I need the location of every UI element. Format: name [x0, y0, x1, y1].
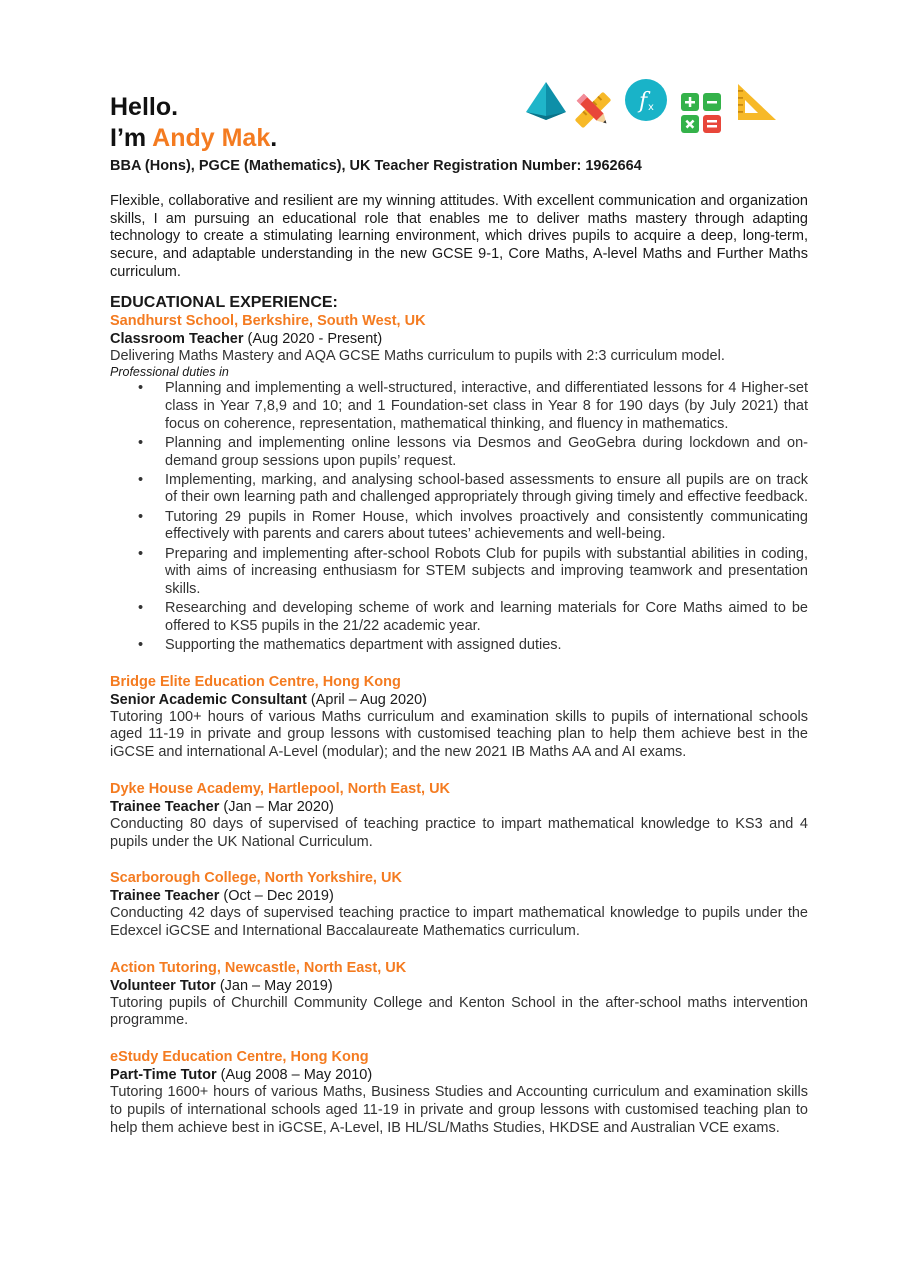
job-entry: [110, 959, 808, 1030]
job-title: Trainee Teacher: [110, 888, 220, 905]
job-period: (Jan – May 2019): [215, 977, 333, 994]
job-entry: [110, 869, 808, 940]
duty-item: • Implementing, marking, and analysing school-based assessments to ensure all pupils are on track of their own learning path and challenged appropriately through giving timely and effective feedback.: [165, 472, 808, 507]
job-role: [110, 798, 808, 816]
greeting: Hello.: [110, 93, 179, 121]
candidate-name: Andy Mak: [152, 124, 271, 152]
duty-item: • Researching and developing scheme of work and learning materials for Core Maths aimed to be offered to KS5 pupils in the 21/22 academic year.: [165, 600, 808, 635]
job-role: [110, 691, 808, 709]
job-description: Conducting 42 days of supervised teaching practice to impart mathematical knowledge to pupils under the Edexcel iGCSE and International Baccalaureate Mathematics curriculum.: [110, 905, 808, 939]
job-entry: [110, 312, 808, 655]
job-organization: Action Tutoring, Newcastle, North East, UK: [110, 959, 407, 976]
job-description: Conducting 80 days of supervised of teaching practice to impart mathematical knowledge to KS3 and 4 pupils under the UK National Curriculum.: [110, 815, 808, 850]
job-title: Volunteer Tutor: [110, 977, 216, 994]
job-period: (Aug 2008 – May 2010): [216, 1067, 373, 1084]
duty-item: • Tutoring 29 pupils in Romer House, which involves proactively and consistently communicating effectively with parents and carers about tutees’ achievements and well-being.: [165, 509, 808, 544]
job-role: [110, 330, 808, 348]
job-description: Delivering Maths Mastery and AQA GCSE Maths curriculum to pupils with 2:3 curriculum model.: [110, 347, 725, 364]
job-organization: eStudy Education Centre, Hong Kong: [110, 1049, 369, 1066]
duty-item: • Planning and implementing a well-structured, interactive, and differentiated lessons for 4 Higher-set class in Year 7,8,9 and 10; and 1 Foundation-set class in Year 8 for 190 days (by July 2021) that focus on coherence, representation, mathematical thinking, and fluency in mathematics.: [165, 380, 808, 433]
duty-item: • Preparing and implementing after-school Robots Club for pupils with substantial abilities in coding, with aims of increasing enthusiasm for STEM subjects and improving teamwork and presentation skills.: [165, 546, 808, 599]
job-entry: [110, 780, 808, 851]
job-description: Tutoring pupils of Churchill Community College and Kenton School in the after-school maths intervention programme.: [110, 994, 808, 1029]
job-description: Tutoring 100+ hours of various Maths curriculum and examination skills to pupils of international schools aged 11-19 in private and group lessons with customised teaching plan to help them achieve best in the iGCSE and international A-Level (modular); and the new 2021 IB Maths AA and AI exams.: [110, 708, 808, 761]
job-organization: Sandhurst School, Berkshire, South West, UK: [110, 312, 426, 329]
job-organization: Dyke House Academy, Hartlepool, North East, UK: [110, 780, 451, 797]
job-period: (Jan – Mar 2020): [219, 798, 334, 815]
svg-text:f: f: [639, 89, 648, 114]
intro-prefix: I’m: [110, 124, 153, 152]
job-role: [110, 887, 808, 905]
job-role: [110, 977, 808, 995]
job-role: [110, 1066, 808, 1084]
job-organization: Scarborough College, North Yorkshire, UK: [110, 870, 402, 887]
svg-text:x: x: [648, 102, 654, 113]
job-period: (Aug 2020 - Present): [243, 330, 383, 347]
job-entry: [110, 673, 808, 762]
intro-line: [110, 123, 808, 154]
intro-suffix: .: [270, 124, 278, 152]
job-period: (April – Aug 2020): [306, 691, 427, 708]
job-entry: [110, 1048, 808, 1137]
job-description: Tutoring 1600+ hours of various Maths, Business Studies and Accounting curriculum and examination skills to pupils of international schools aged 11-19 in private and group lessons with customised teaching plan to help them achieve best in iGCSE, A-Level, IB HL/SL/Maths Studies, HKDSE and Australian VCE exams.: [110, 1084, 808, 1136]
job-title: Trainee Teacher: [110, 798, 220, 815]
summary: Flexible, collaborative and resilient are my winning attitudes. With excellent communication and organization skills, I am pursuing an educational role that enables me to deliver maths mastery through adapting technology to create a stimulating learning environment, which drives pupils to acquire a deep, long-term, secure, and adaptable understanding in the new GCSE 9-1, Core Maths, A-level Maths and Further Maths curriculum.: [110, 193, 808, 280]
job-title: Senior Academic Consultant: [110, 691, 307, 708]
job-period: (Oct – Dec 2019): [219, 888, 334, 905]
duties-list: [110, 380, 808, 655]
resume-page: [110, 92, 808, 1137]
job-title: Part-Time Tutor: [110, 1067, 217, 1084]
section-title: EDUCATIONAL EXPERIENCE:: [110, 293, 338, 311]
duty-item: • Planning and implementing online lessons via Desmos and GeoGebra during lockdown and on-demand group sessions upon pupils’ request.: [165, 435, 808, 470]
job-title: Classroom Teacher: [110, 330, 244, 347]
qualifications: BBA (Hons), PGCE (Mathematics), UK Teacher Registration Number: 1962664: [110, 158, 642, 174]
duties-label: Professional duties in: [110, 365, 229, 380]
jobs-list: [110, 312, 808, 1138]
job-organization: Bridge Elite Education Centre, Hong Kong: [110, 673, 401, 690]
duty-item: • Supporting the mathematics department with assigned duties.: [165, 637, 808, 655]
